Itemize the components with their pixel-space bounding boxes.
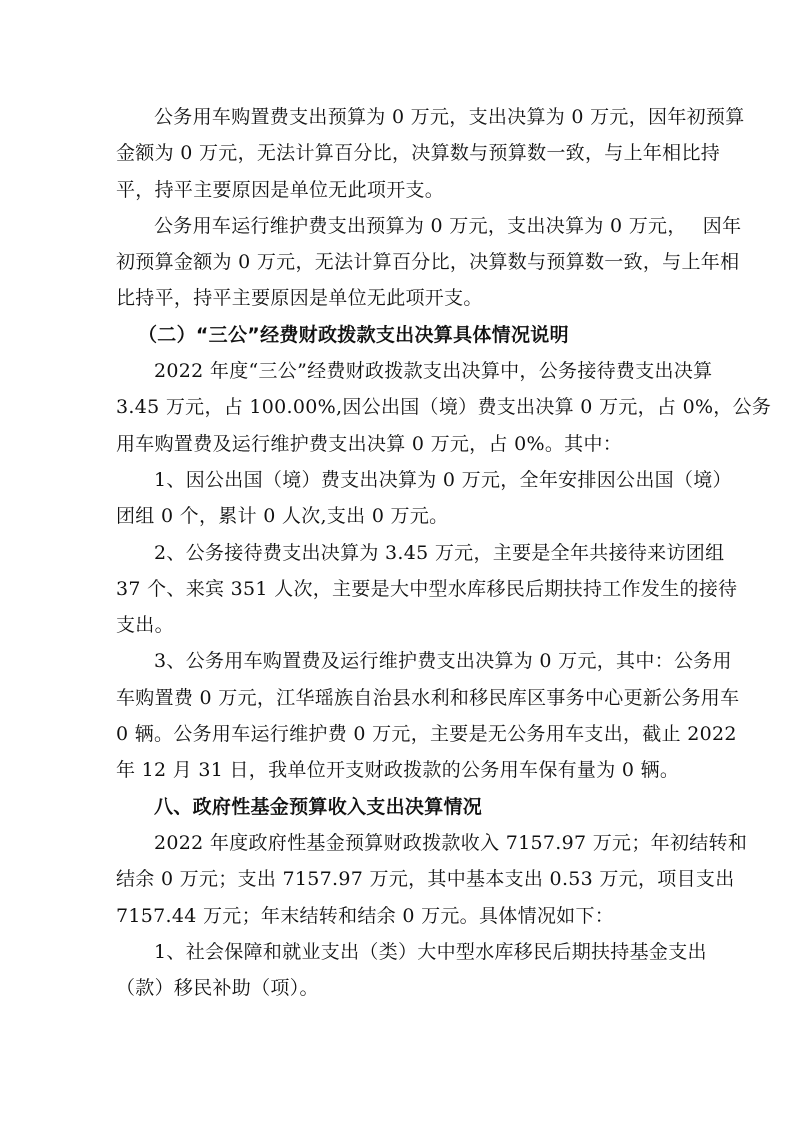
- text-line: 比持平，持平主要原因是单位无此项开支。: [116, 287, 483, 310]
- text-line: 2、公务接待费支出决算为 3.45 万元，主要是全年共接待来访团组: [154, 541, 725, 564]
- paragraph-car-purchase: [116, 99, 745, 208]
- section-heading: [116, 789, 698, 825]
- text-line: 1、社会保障和就业支出（类）大中型水库移民后期扶持基金支出: [154, 940, 707, 963]
- paragraph-reception: [116, 535, 738, 644]
- text-line: 公务用车运行维护费支出预算为 0 万元，支出决算为 0 万元， 因年: [154, 214, 742, 237]
- text-line: 37 个、来宾 351 人次，主要是大中型水库移民后期扶持工作发生的接待: [116, 577, 738, 600]
- text-line: 2022 年度政府性基金预算财政拨款收入 7157.97 万元；年初结转和: [154, 831, 748, 854]
- text-line: 团组 0 个，累计 0 人次,支出 0 万元。: [116, 505, 449, 528]
- paragraph-social-security: [116, 934, 707, 1007]
- text-line: 0 辆。公务用车运行维护费 0 万元，主要是无公务用车支出，截止 2022: [116, 723, 737, 746]
- paragraph-overseas: [116, 462, 732, 535]
- text-line: 3、公务用车购置费及运行维护费支出决算为 0 万元，其中：公务用: [154, 650, 732, 673]
- paragraph-government-fund-summary: [116, 825, 748, 934]
- text-line: 支出。: [116, 614, 174, 637]
- paragraph-three-public-summary: [116, 353, 772, 462]
- text-line: （款）移民补助（项）。: [116, 977, 319, 1000]
- text-line: 用车购置费及运行维护费支出决算 0 万元，占 0%。其中：: [116, 432, 623, 455]
- text-line: 1、因公出国（境）费支出决算为 0 万元，全年安排因公出国（境）: [154, 468, 732, 491]
- heading-three-public-expenses: （二）“三公”经费财政拨款支出决算具体情况说明: [138, 323, 569, 346]
- text-line: 结余 0 万元；支出 7157.97 万元，其中基本支出 0.53 万元，项目支出: [116, 868, 735, 891]
- paragraph-vehicles: [116, 643, 740, 788]
- heading-government-fund: 八、政府性基金预算收入支出决算情况: [154, 795, 483, 818]
- paragraph-car-maintenance: [116, 208, 742, 317]
- text-line: 初预算金额为 0 万元，无法计算百分比，决算数与预算数一致，与上年相: [116, 251, 740, 274]
- text-line: 3.45 万元，占 100.00%,因公出国（境）费支出决算 0 万元，占 0%，公务: [116, 396, 772, 419]
- text-line: 平，持平主要原因是单位无此项开支。: [116, 178, 445, 201]
- text-line: 7157.44 万元；年末结转和结余 0 万元。具体情况如下：: [116, 904, 615, 927]
- text-line: 金额为 0 万元，无法计算百分比，决算数与预算数一致，与上年相比持: [116, 142, 721, 165]
- text-line: 2022 年度“三公”经费财政拨款支出决算中，公务接待费支出决算: [154, 360, 713, 383]
- document-body: [116, 99, 772, 1006]
- section-heading: [116, 317, 698, 353]
- text-line: 公务用车购置费支出预算为 0 万元，支出决算为 0 万元，因年初预算: [154, 106, 745, 128]
- text-line: 年 12 月 31 日，我单位开支财政拨款的公务用车保有量为 0 辆。: [116, 759, 680, 782]
- text-line: 车购置费 0 万元，江华瑶族自治县水利和移民库区事务中心更新公务用车: [116, 686, 740, 709]
